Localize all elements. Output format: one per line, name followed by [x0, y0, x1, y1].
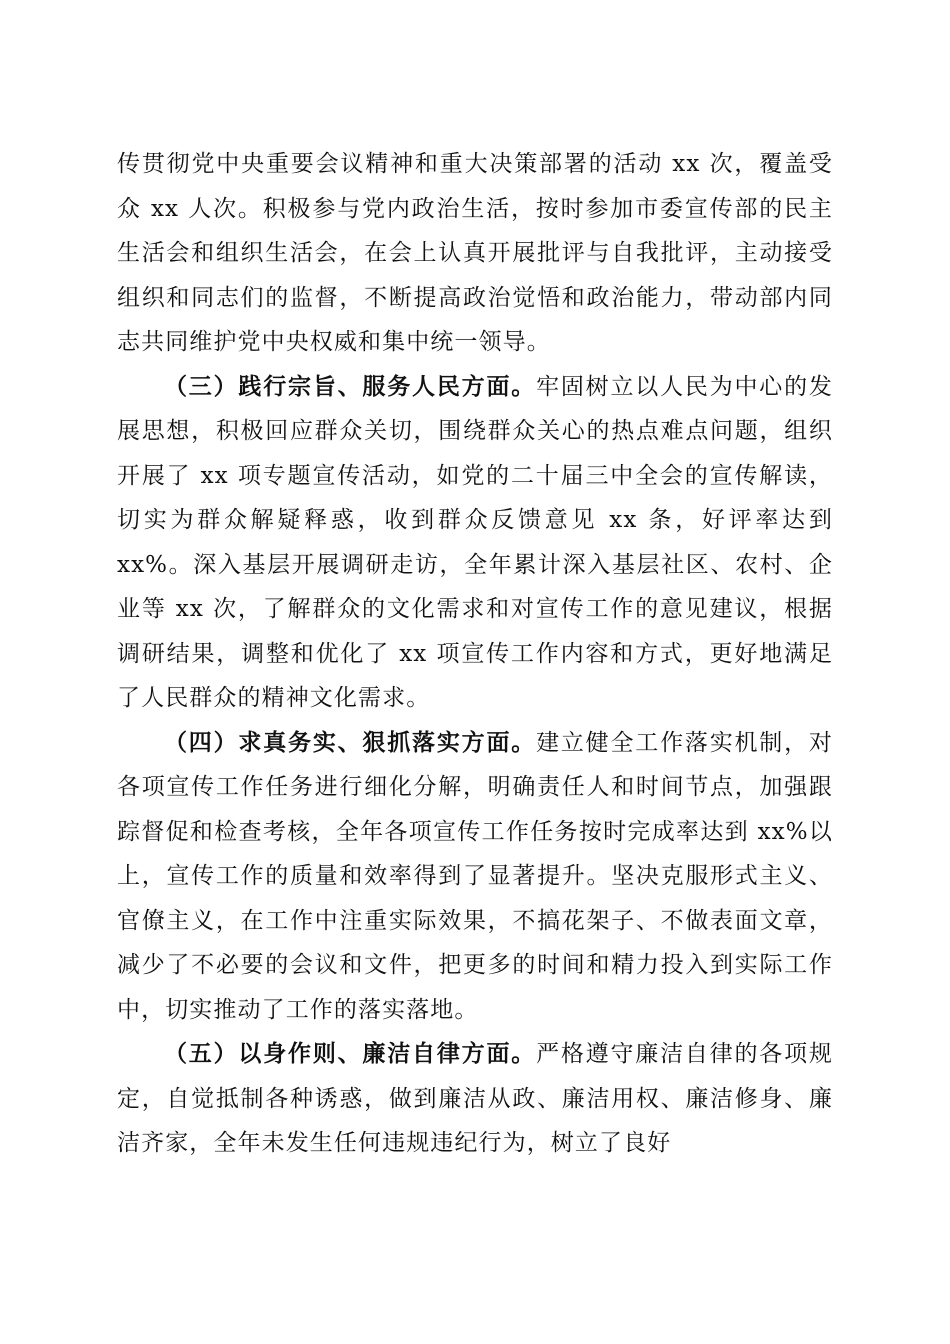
- paragraph-body: 建立健全工作落实机制，对各项宣传工作任务进行细化分解，明确责任人和时间节点，加强跟踪督促和检查考核，全年各项宣传工作任务按时完成率达到 xx%以上，宣传工作的质量和效率得到了显著提升。坚决克服形式主义、官僚主义，在工作中注重实际效果，不搞花架子、不做表面文章，减少了不必要的会议和文件，把更多的时间和精力投入到实际工作中，切实推动了工作的落实落地。: [117, 729, 834, 1023]
- section-heading-5: （五）以身作则、廉洁自律方面。: [164, 1041, 537, 1067]
- paragraph-section-4: [117, 721, 833, 1033]
- paragraph-body: 传贯彻党中央重要会议精神和重大决策部署的活动 xx 次，覆盖受众 xx 人次。积极参与党内政治生活，按时参加市委宣传部的民主生活会和组织生活会，在会上认真开展批评与自我批评，主动接受组织和同志们的监督，不断提高政治觉悟和政治能力，带动部内同志共同维护党中央权威和集中统一领导。: [117, 151, 833, 355]
- paragraph-continuation: [117, 142, 833, 365]
- section-heading-4: （四）求真务实、狠抓落实方面。: [164, 729, 537, 756]
- paragraph-section-5: [117, 1032, 833, 1166]
- paragraph-section-3: [117, 365, 833, 721]
- paragraph-body: 牢固树立以人民为中心的发展思想，积极回应群众关切，围绕群众关心的热点难点问题，组织开展了 xx 项专题宣传活动，如党的二十届三中全会的宣传解读，切实为群众解疑释惑，收到群众反馈意见 xx 条，好评率达到 xx%。深入基层开展调研走访，全年累计深入基层社区、农村、企业等 xx 次，了解群众的文化需求和对宣传工作的意见建议，根据调研结果，调整和优化了 xx 项宣传工作内容和方式，更好地满足了人民群众的精神文化需求。: [117, 373, 834, 711]
- section-heading-3: （三）践行宗旨、服务人民方面。: [164, 373, 537, 400]
- paragraph-body: 严格遵守廉洁自律的各项规定，自觉抵制各种诱惑，做到廉洁从政、廉洁用权、廉洁修身、廉洁齐家，全年未发生任何违规违纪行为，树立了良好: [117, 1041, 834, 1156]
- document-page: [117, 142, 833, 1166]
